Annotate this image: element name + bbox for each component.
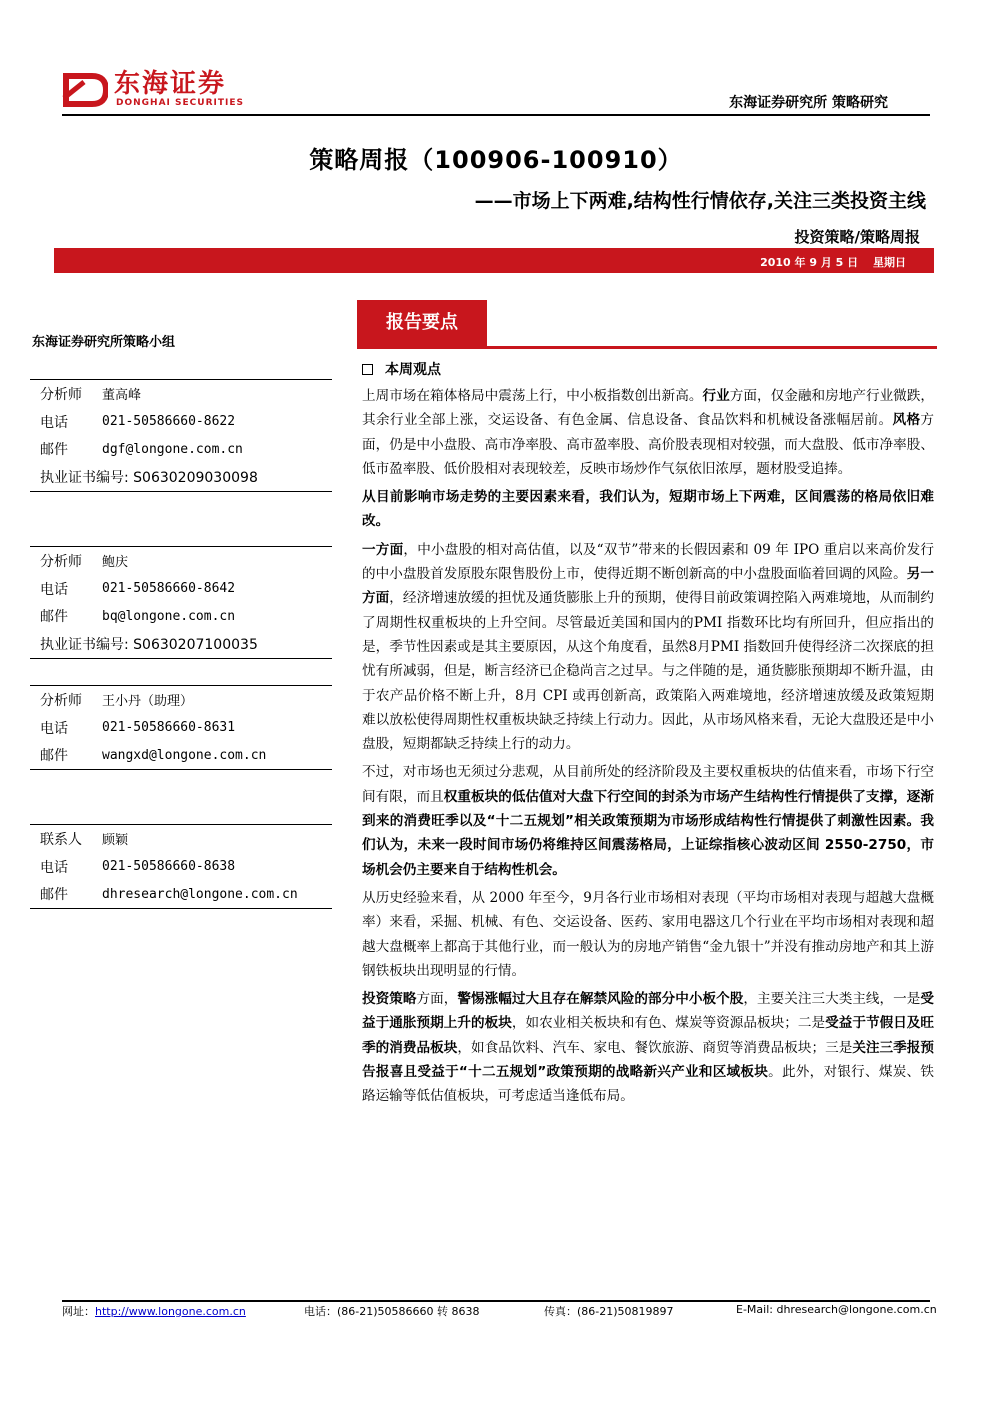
team-name: 东海证券研究所策略小组 [32,335,176,350]
contact-value[interactable]: wangxd@longone.com.cn [102,747,267,763]
text-run: 方面，仅金融和房地产行业微跌，其余行业全部上涨，交运设备、有色金属、信息设备、食品饮料和机械设备涨幅居前。 [362,388,935,429]
contact-row [30,880,332,908]
text-run: 方面， [416,991,458,1008]
donghai-logo-icon [62,70,108,110]
section-heading [362,359,441,379]
contact-value: 021-50586660-8642 [102,581,236,597]
contact-key: 电话 [40,581,68,598]
contact-key: 邮件 [40,442,68,459]
contact-value: 鲍庆 [102,555,129,571]
text-run: 不过，对市场也无须过分悲观，从目前所处的经济阶段及主要权重板块的估值来看，市场下行空间有限，而且 [362,764,934,805]
website-link[interactable]: http://www.longone.com.cn [95,1305,246,1318]
footer-rule [62,1300,930,1302]
contact-key: 分析师 [40,386,82,403]
contact-key: 电话 [40,859,68,876]
contact-value[interactable]: bq@longone.com.cn [102,608,236,624]
body-paragraph [362,886,934,983]
text-run: 从目前影响市场走势的主要因素来看，我们认为，短期市场上下两难，区间震荡的格局依旧难改。 [362,489,934,530]
footer-site-label: 网址： [62,1305,95,1318]
checkbox-icon [362,364,373,375]
report-title: 策略周报（100906-100910） [309,146,683,174]
contact-key: 邮件 [40,609,68,626]
contact-row [30,714,332,742]
body-paragraph [362,384,934,481]
text-run: 上周市场在箱体格局中震荡上行，中小板指数创出新高。 [362,388,703,404]
text-run: 一方面 [362,541,404,558]
contact-value: 021-50586660-8622 [102,414,236,430]
body-paragraph [362,538,934,757]
report-date: 2010 年 9 月 5 日 星期日 [760,256,906,269]
text-run: ，中小盘股的相对高估值，以及“双节”带来的长假因素和 09 年 IPO 重启以来高价发行的中小盘股首发原股东限售股份上市，使得近期不断创新高的中小盘股面临着回调的风险。 [362,541,935,583]
body-paragraph [362,485,934,534]
text-run: 方面，仍是中小盘股、高市净率股、高市盈率股、高价股表现相对较强，而大盘股、低市净率股、低市盈率股、低价股相对表现较差，反映市场炒作气氛依旧浓厚，题材股受追捧。 [362,412,934,477]
contact-row [30,547,332,575]
contact-block [30,379,332,492]
contact-key: 分析师 [40,553,82,570]
brand-name-cn: 东海证券 [114,69,227,99]
contact-block [30,546,332,659]
contact-row [30,575,332,603]
text-run: 行业 [702,388,730,404]
contact-row [30,853,332,881]
contact-row [30,686,332,714]
report-category: 投资策略/策略周报 [794,228,920,246]
footer-fax: 传真：(86-21)50819897 [544,1305,674,1318]
text-run: ，经济增速放缓的担忧及通货膨胀上升的预期，使得目前政策调控陷入两难境地，从而制约了周期性权重板块的上升空间。尽管最近美国和国内的PMI 指数环比均有所回升，但应指出的是，季节性因素或是其主要原因，从这个角度看，虽然8月PMI 指数回升使得经济二次探底的担忧有所减弱，但是，断言经济已企稳尚言之过早。与之伴随的是，通货膨胀预期却不断升温，由于农产品价格不断上升，8月 CPI 或再创新高，政策陷入两难境地，经济增速放缓及政策短期难以放松使得周期性权重板块缺乏持续上行动力。因此，从市场风格来看，无论大盘股还是中小盘股，短期都缺乏持续上行的动力。 [362,590,935,753]
footer-tel: 电话：(86-21)50586660 转 8638 [304,1305,480,1318]
report-subtitle: ——市场上下两难,结构性行情依存,关注三类投资主线 [474,190,926,212]
department-label: 东海证券研究所 策略研究 [729,95,888,111]
text-run: 另一方面 [362,566,935,607]
text-run: ，如农业相关板块和有色、煤炭等资源品板块；二是 [511,1015,826,1032]
contact-key: 分析师 [40,692,82,709]
text-run: 。此外，对银行、煤炭、铁路运输等低估值板块，可考虑适当逢低布局。 [362,1064,935,1105]
text-run: 权重板块的低估值对大盘下行空间的封杀为市场产生结构性行情提供了支撑，逐渐到来的消费旺季以及“十二五规划”相关政策预期为市场形成结构性行情提供了刺激性因素。我们认为，未来一段时间市场仍将维持区间震荡格局，上证综指核心波动区间 2550-2750，市场机会仍主要来自于结构性机会。 [362,788,934,878]
contact-row [30,463,332,491]
contact-row [30,630,332,658]
text-run: 关注三季报预告报喜且受益于“十二五规划”政策预期的战略新兴产业和区域板块 [362,1039,935,1081]
contact-value[interactable]: dgf@longone.com.cn [102,441,243,457]
date-bar [54,248,934,273]
contact-value[interactable]: dhresearch@longone.com.cn [102,886,298,902]
key-points-rule [357,346,937,349]
text-run: 风格 [892,412,921,429]
contact-block [30,824,332,909]
text-run: 受益于节假日及旺季的消费品板块 [362,1015,935,1056]
contact-key: 联系人 [40,831,82,848]
body-paragraph [362,760,934,881]
contact-row [30,408,332,436]
text-run: 从历史经验来看，从 2000 年至今，9月各行业市场相对表现（平均市场相对表现与超越大盘概率）来看，采掘、机械、有色、交运设备、医药、家用电器这几个行业在平均市场相对表现和超越大盘概率上都高于其他行业，而一般认为的房地产销售“金九银十”并没有推动房地产和其上游钢铁板块出现明显的行情。 [362,889,934,979]
contact-block [30,685,332,770]
key-points-tab: 报告要点 [357,300,487,346]
contact-row [30,825,332,853]
footer-site [62,1303,246,1319]
body-paragraph [362,987,934,1108]
header-rule [62,114,930,116]
contact-value: 顾颖 [102,833,129,849]
contact-row [30,602,332,630]
section-title: 本周观点 [385,362,441,378]
contact-row [30,741,332,769]
contact-row [30,380,332,408]
contact-key: 执业证书编号: S0630209030098 [40,469,258,486]
contact-value: 021-50586660-8631 [102,720,236,736]
contact-value: 王小丹（助理） [102,694,194,710]
contact-key: 电话 [40,414,68,431]
text-run: 投资策略 [362,991,417,1008]
contact-key: 邮件 [40,748,68,765]
text-run: ，主要关注三大类主线，一是 [743,991,921,1008]
contact-value: 董高峰 [102,388,142,404]
text-run: 警惕涨幅过大且存在解禁风险的部分中小板个股 [457,991,744,1008]
brand-name-en: DONGHAI SECURITIES [116,98,244,108]
footer-email: E-Mail: dhresearch@longone.com.cn [736,1303,937,1316]
text-run: ，如食品饮料、汽车、家电、餐饮旅游、商贸等消费品板块；三是 [457,1039,853,1056]
text-run: 受益于通胀预期上升的板块 [362,991,935,1032]
contact-value: 021-50586660-8638 [102,859,236,875]
report-body [362,384,934,1113]
brand-logo [62,70,262,110]
contact-row [30,435,332,463]
contact-key: 执业证书编号: S0630207100035 [40,636,258,653]
contact-key: 邮件 [40,887,68,904]
contact-key: 电话 [40,720,68,737]
